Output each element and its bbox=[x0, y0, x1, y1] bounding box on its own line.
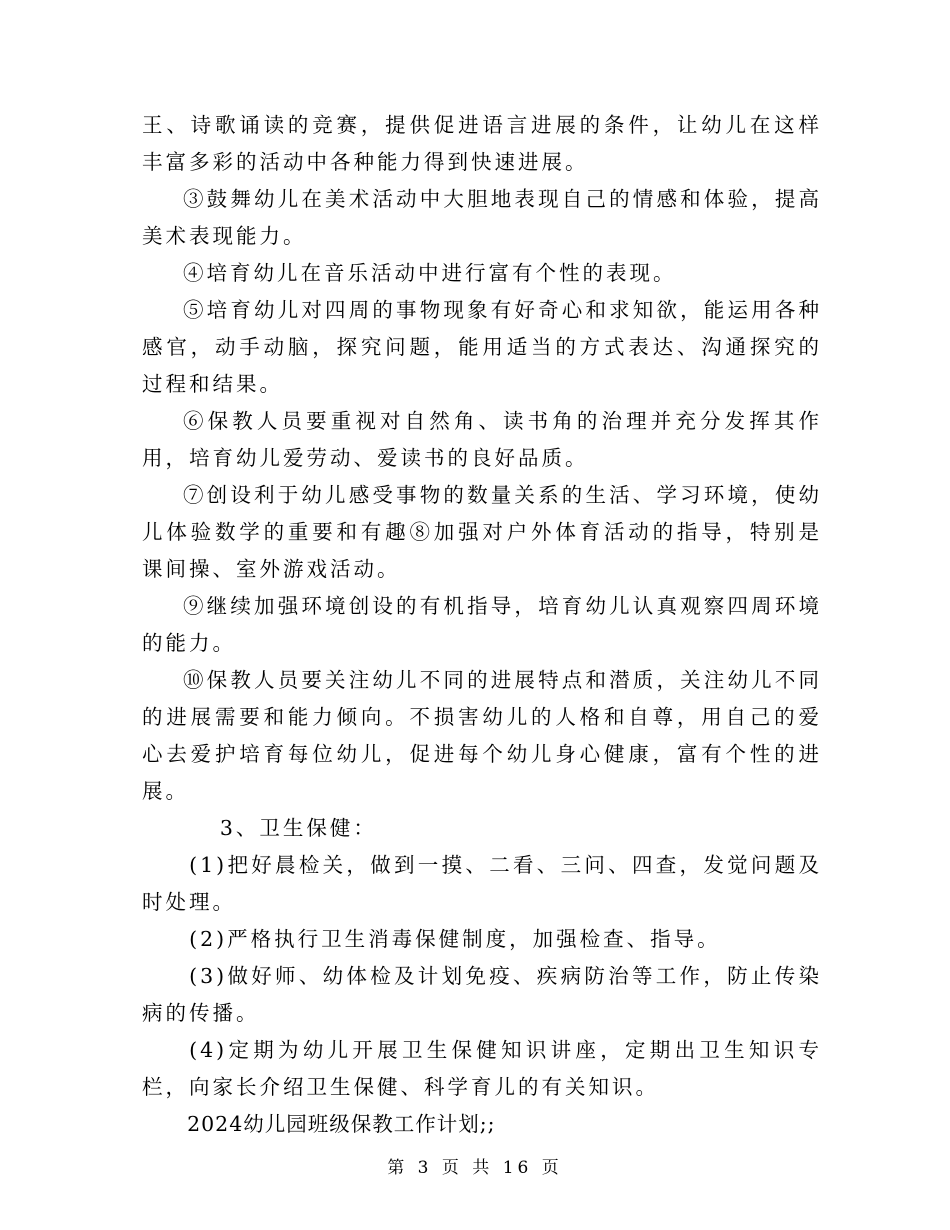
paragraph-plan-title: 2024幼儿园班级保教工作计划;; bbox=[187, 1112, 496, 1136]
paragraph-curiosity-exploration: ⑤培育幼儿对四周的事物现象有好奇心和求知欲，能运用各种感官，动手动脑，探究问题，能用适当的方式表达、沟通探究的过程和结果。 bbox=[142, 298, 822, 396]
paragraph-music-expression: ④培育幼儿在音乐活动中进行富有个性的表现。 bbox=[183, 261, 677, 285]
paragraph-physical-exam: (3)做好师、幼体检及计划免疫、疾病防治等工作，防止传染病的传播。 bbox=[142, 964, 822, 1025]
section-heading-health-care: 3、卫生保健： bbox=[219, 816, 377, 840]
document-body bbox=[142, 107, 822, 1143]
paragraph-disinfection-system: (2)严格执行卫生消毒保健制度，加强检查、指导。 bbox=[189, 927, 721, 951]
paragraph-art-expression: ③鼓舞幼儿在美术活动中大胆地表现自己的情感和体验，提高美术表现能力。 bbox=[142, 187, 822, 248]
paragraph-morning-check: (1)把好晨检关，做到一摸、二看、三问、四查，发觉问题及时处理。 bbox=[142, 853, 822, 914]
paragraph-individual-development: ⑩保教人员要关注幼儿不同的进展特点和潜质，关注幼儿不同的进展需要和能力倾向。不损害幼儿的人格和自尊，用自己的爱心去爱护培育每位幼儿，促进每个幼儿身心健康，富有个性的进展。 bbox=[142, 668, 822, 803]
paragraph-nature-reading-corner: ⑥保教人员要重视对自然角、读书角的治理并充分发挥其作用，培育幼儿爱劳动、爱读书的良好品质。 bbox=[142, 409, 822, 470]
paragraph-language-activities: 王、诗歌诵读的竞赛，提供促进语言进展的条件，让幼儿在这样丰富多彩的活动中各种能力得到快速进展。 bbox=[142, 113, 822, 174]
paragraph-environment-creation: ⑨继续加强环境创设的有机指导，培育幼儿认真观察四周环境的能力。 bbox=[142, 594, 822, 655]
paragraph-health-lectures: (4)定期为幼儿开展卫生保健知识讲座，定期出卫生知识专栏，向家长介绍卫生保健、科学育儿的有关知识。 bbox=[142, 1038, 822, 1099]
paragraph-math-environment: ⑦创设利于幼儿感受事物的数量关系的生活、学习环境，使幼儿体验数学的重要和有趣⑧加强对户外体育活动的指导，特别是课间操、室外游戏活动。 bbox=[142, 483, 822, 581]
page-number-footer: 第 3 页 共 16 页 bbox=[387, 1158, 563, 1178]
